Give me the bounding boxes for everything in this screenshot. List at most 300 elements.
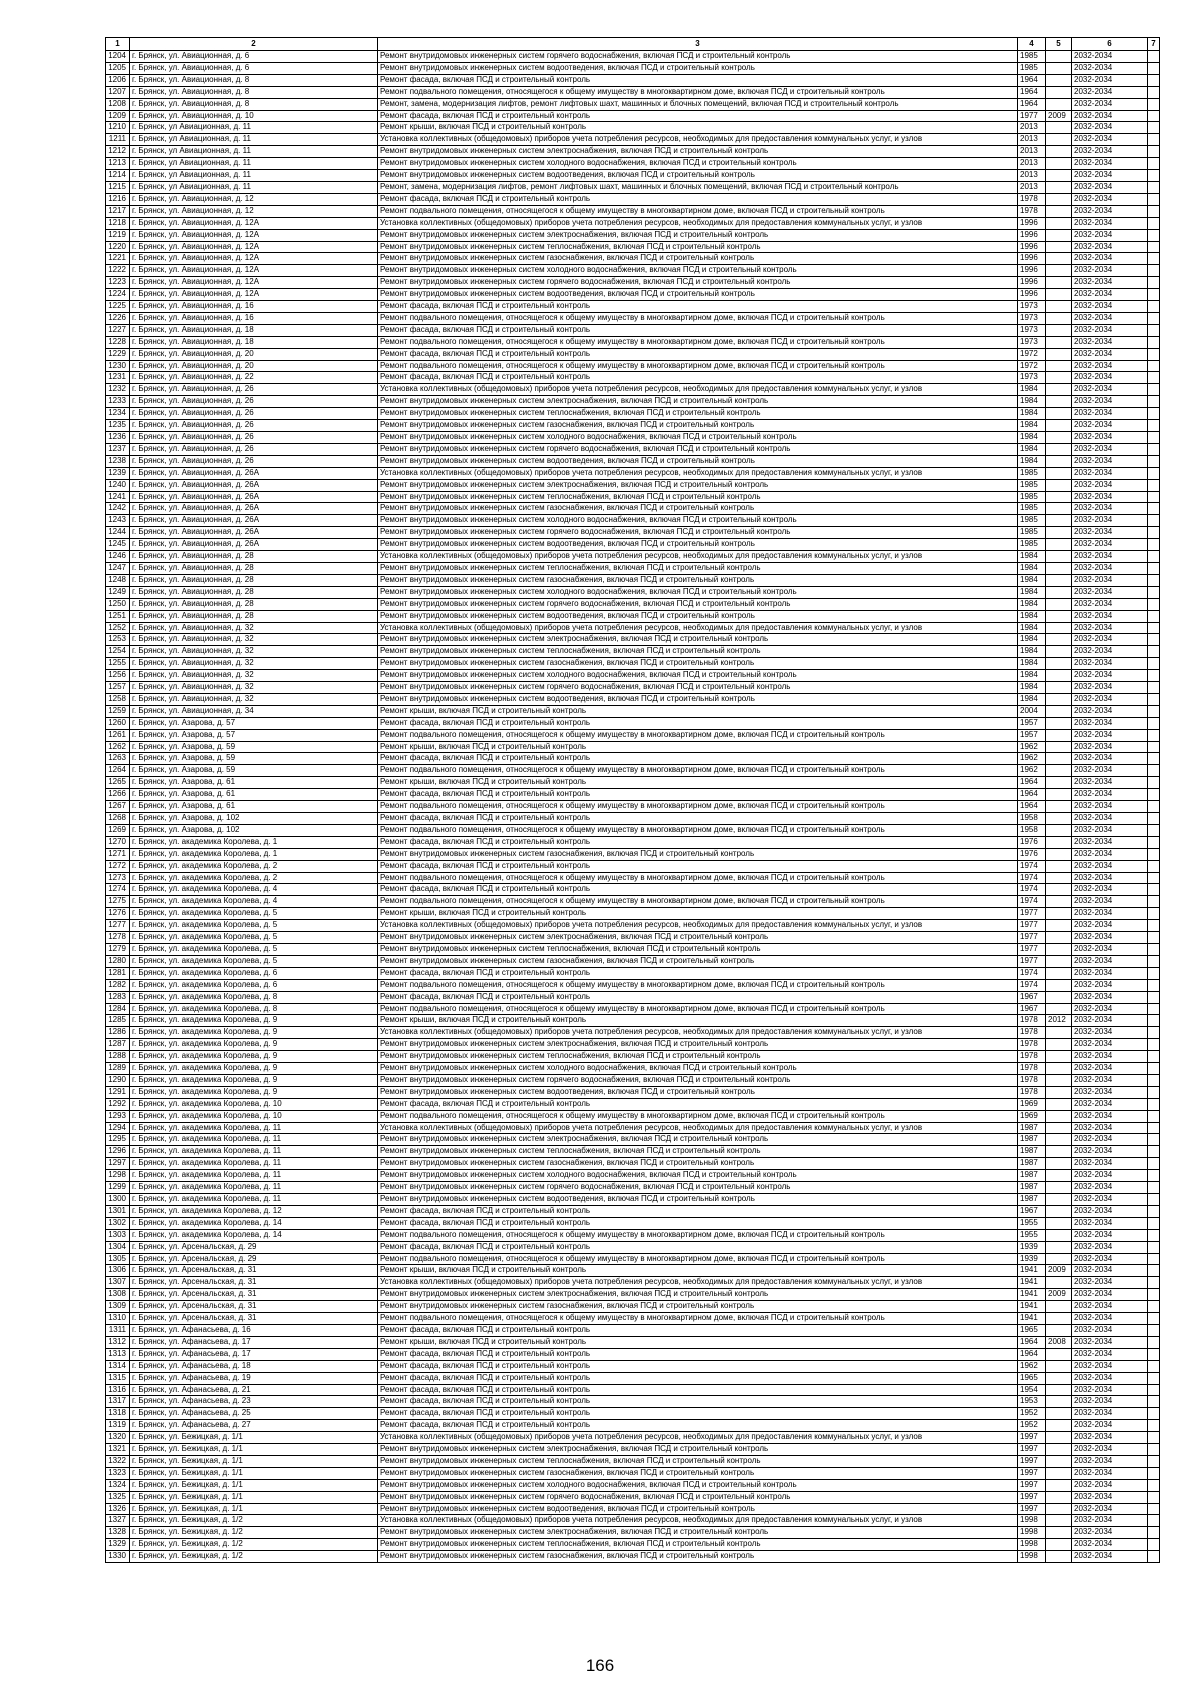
planned-period-cell: 2032-2034 <box>1072 765 1148 777</box>
table-row <box>106 312 1160 324</box>
address-cell: г. Брянск, ул. академика Королева, д. 4 <box>130 896 378 908</box>
last-repair-year-cell <box>1046 503 1072 515</box>
address-cell: г. Брянск, ул. академика Королева, д. 8 <box>130 991 378 1003</box>
address-cell: г. Брянск, ул. Авиационная, д. 16 <box>130 312 378 324</box>
work-type-cell: Ремонт внутридомовых инженерных систем газоснабжения, включая ПСД и строительный контроль <box>378 1467 1018 1479</box>
work-type-cell: Ремонт внутридомовых инженерных систем водоотведения, включая ПСД и строительный контроль <box>378 62 1018 74</box>
address-cell: г. Брянск, ул. академика Королева, д. 11 <box>130 1170 378 1182</box>
planned-period-cell: 2032-2034 <box>1072 1420 1148 1432</box>
table-row <box>106 1527 1160 1539</box>
table-row <box>106 193 1160 205</box>
year-built-cell: 1939 <box>1018 1253 1046 1265</box>
table-row <box>106 289 1160 301</box>
row-number-cell: 1311 <box>106 1324 130 1336</box>
note-cell <box>1148 610 1160 622</box>
year-built-cell: 1997 <box>1018 1455 1046 1467</box>
planned-period-cell: 2032-2034 <box>1072 1074 1148 1086</box>
last-repair-year-cell <box>1046 1146 1072 1158</box>
table-row <box>106 1253 1160 1265</box>
last-repair-year-cell <box>1046 551 1072 563</box>
row-number-cell: 1303 <box>106 1229 130 1241</box>
address-cell: г. Брянск, ул. Азарова, д. 59 <box>130 741 378 753</box>
work-type-cell: Ремонт внутридомовых инженерных систем водоотведения, включая ПСД и строительный контроль <box>378 1086 1018 1098</box>
work-type-cell: Ремонт подвального помещения, относящегося к общему имуществу в многоквартирном доме, включая ПСД и строительный контроль <box>378 1229 1018 1241</box>
year-built-cell: 1958 <box>1018 824 1046 836</box>
last-repair-year-cell <box>1046 51 1072 63</box>
year-built-cell: 1996 <box>1018 241 1046 253</box>
column-header-1: 1 <box>106 38 130 51</box>
planned-period-cell: 2032-2034 <box>1072 1372 1148 1384</box>
work-type-cell: Ремонт подвального помещения, относящегося к общему имуществу в многоквартирном доме, включая ПСД и строительный контроль <box>378 1313 1018 1325</box>
work-type-cell: Ремонт внутридомовых инженерных систем теплоснабжения, включая ПСД и строительный контроль <box>378 1539 1018 1551</box>
address-cell: г. Брянск, ул. академика Королева, д. 9 <box>130 1086 378 1098</box>
table-row <box>106 455 1160 467</box>
table-row <box>106 574 1160 586</box>
row-number-cell: 1263 <box>106 753 130 765</box>
work-type-cell: Ремонт фасада, включая ПСД и строительный контроль <box>378 753 1018 765</box>
row-number-cell: 1237 <box>106 443 130 455</box>
work-type-cell: Ремонт внутридомовых инженерных систем теплоснабжения, включая ПСД и строительный контроль <box>378 1051 1018 1063</box>
planned-period-cell: 2032-2034 <box>1072 146 1148 158</box>
work-type-cell: Ремонт внутридомовых инженерных систем электроснабжения, включая ПСД и строительный контроль <box>378 634 1018 646</box>
last-repair-year-cell <box>1046 1408 1072 1420</box>
address-cell: г. Брянск, ул Авиационная, д. 11 <box>130 158 378 170</box>
planned-period-cell: 2032-2034 <box>1072 360 1148 372</box>
work-type-cell: Ремонт фасада, включая ПСД и строительный контроль <box>378 860 1018 872</box>
year-built-cell: 1974 <box>1018 967 1046 979</box>
last-repair-year-cell <box>1046 610 1072 622</box>
table-row <box>106 1491 1160 1503</box>
last-repair-year-cell <box>1046 205 1072 217</box>
note-cell <box>1148 277 1160 289</box>
address-cell: г. Брянск, ул. Авиационная, д. 8 <box>130 86 378 98</box>
planned-period-cell: 2032-2034 <box>1072 51 1148 63</box>
year-built-cell: 1967 <box>1018 1205 1046 1217</box>
last-repair-year-cell <box>1046 777 1072 789</box>
table-row <box>106 1098 1160 1110</box>
last-repair-year-cell: 2012 <box>1046 1015 1072 1027</box>
row-number-cell: 1266 <box>106 789 130 801</box>
year-built-cell: 1972 <box>1018 348 1046 360</box>
address-cell: г. Брянск, ул. Афанасьева, д. 17 <box>130 1336 378 1348</box>
last-repair-year-cell <box>1046 253 1072 265</box>
note-cell <box>1148 705 1160 717</box>
planned-period-cell: 2032-2034 <box>1072 824 1148 836</box>
planned-period-cell: 2032-2034 <box>1072 86 1148 98</box>
planned-period-cell: 2032-2034 <box>1072 1229 1148 1241</box>
last-repair-year-cell <box>1046 741 1072 753</box>
table-row <box>106 813 1160 825</box>
row-number-cell: 1233 <box>106 396 130 408</box>
address-cell: г. Брянск, ул. академика Королева, д. 6 <box>130 979 378 991</box>
last-repair-year-cell <box>1046 122 1072 134</box>
year-built-cell: 1984 <box>1018 432 1046 444</box>
planned-period-cell: 2032-2034 <box>1072 1039 1148 1051</box>
row-number-cell: 1301 <box>106 1205 130 1217</box>
year-built-cell: 2013 <box>1018 170 1046 182</box>
row-number-cell: 1247 <box>106 562 130 574</box>
planned-period-cell: 2032-2034 <box>1072 253 1148 265</box>
year-built-cell: 1974 <box>1018 979 1046 991</box>
planned-period-cell: 2032-2034 <box>1072 205 1148 217</box>
work-type-cell: Ремонт внутридомовых инженерных систем электроснабжения, включая ПСД и строительный контроль <box>378 396 1018 408</box>
year-built-cell: 1941 <box>1018 1301 1046 1313</box>
planned-period-cell: 2032-2034 <box>1072 991 1148 1003</box>
address-cell: г. Брянск, ул. Бежицкая, д. 1/1 <box>130 1479 378 1491</box>
row-number-cell: 1223 <box>106 277 130 289</box>
last-repair-year-cell <box>1046 170 1072 182</box>
year-built-cell: 1964 <box>1018 1336 1046 1348</box>
row-number-cell: 1246 <box>106 551 130 563</box>
table-row <box>106 170 1160 182</box>
row-number-cell: 1262 <box>106 741 130 753</box>
planned-period-cell: 2032-2034 <box>1072 1063 1148 1075</box>
row-number-cell: 1258 <box>106 693 130 705</box>
note-cell <box>1148 241 1160 253</box>
year-built-cell: 1996 <box>1018 229 1046 241</box>
work-type-cell: Ремонт внутридомовых инженерных систем газоснабжения, включая ПСД и строительный контроль <box>378 420 1018 432</box>
planned-period-cell: 2032-2034 <box>1072 110 1148 122</box>
planned-period-cell: 2032-2034 <box>1072 527 1148 539</box>
work-type-cell: Ремонт внутридомовых инженерных систем водоотведения, включая ПСД и строительный контроль <box>378 170 1018 182</box>
note-cell <box>1148 634 1160 646</box>
work-type-cell: Ремонт внутридомовых инженерных систем электроснабжения, включая ПСД и строительный контроль <box>378 932 1018 944</box>
year-built-cell: 1987 <box>1018 1134 1046 1146</box>
table-row <box>106 1372 1160 1384</box>
row-number-cell: 1321 <box>106 1444 130 1456</box>
work-type-cell: Ремонт фасада, включая ПСД и строительный контроль <box>378 1348 1018 1360</box>
planned-period-cell: 2032-2034 <box>1072 396 1148 408</box>
work-type-cell: Ремонт крыши, включая ПСД и строительный контроль <box>378 777 1018 789</box>
address-cell: г. Брянск, ул. Авиационная, д. 8 <box>130 74 378 86</box>
address-cell: г. Брянск, ул. Авиационная, д. 12А <box>130 277 378 289</box>
last-repair-year-cell <box>1046 801 1072 813</box>
last-repair-year-cell <box>1046 1098 1072 1110</box>
year-built-cell: 1976 <box>1018 836 1046 848</box>
row-number-cell: 1299 <box>106 1182 130 1194</box>
note-cell <box>1148 1444 1160 1456</box>
work-type-cell: Ремонт фасада, включая ПСД и строительный контроль <box>378 1384 1018 1396</box>
note-cell <box>1148 813 1160 825</box>
year-built-cell: 1964 <box>1018 1348 1046 1360</box>
row-number-cell: 1259 <box>106 705 130 717</box>
last-repair-year-cell <box>1046 336 1072 348</box>
table-row <box>106 872 1160 884</box>
last-repair-year-cell <box>1046 670 1072 682</box>
work-type-cell: Установка коллективных (общедомовых) приборов учета потребления ресурсов, необходимых для предоставления коммунальных услуг, и узлов <box>378 920 1018 932</box>
planned-period-cell: 2032-2034 <box>1072 741 1148 753</box>
address-cell: г. Брянск, ул. Авиационная, д. 16 <box>130 301 378 313</box>
year-built-cell: 1967 <box>1018 991 1046 1003</box>
last-repair-year-cell: 2009 <box>1046 1265 1072 1277</box>
note-cell <box>1148 1039 1160 1051</box>
last-repair-year-cell <box>1046 1051 1072 1063</box>
year-built-cell: 1955 <box>1018 1217 1046 1229</box>
last-repair-year-cell <box>1046 146 1072 158</box>
planned-period-cell: 2032-2034 <box>1072 1086 1148 1098</box>
last-repair-year-cell <box>1046 574 1072 586</box>
table-row <box>106 1289 1160 1301</box>
last-repair-year-cell <box>1046 836 1072 848</box>
last-repair-year-cell <box>1046 408 1072 420</box>
last-repair-year-cell <box>1046 979 1072 991</box>
year-built-cell: 1985 <box>1018 515 1046 527</box>
row-number-cell: 1244 <box>106 527 130 539</box>
table-row <box>106 1265 1160 1277</box>
planned-period-cell: 2032-2034 <box>1072 1348 1148 1360</box>
address-cell: г. Брянск, ул. Авиационная, д. 32 <box>130 682 378 694</box>
address-cell: г. Брянск, ул. академика Королева, д. 11 <box>130 1134 378 1146</box>
note-cell <box>1148 336 1160 348</box>
row-number-cell: 1261 <box>106 729 130 741</box>
year-built-cell: 1978 <box>1018 1051 1046 1063</box>
work-type-cell: Ремонт фасада, включая ПСД и строительный контроль <box>378 110 1018 122</box>
last-repair-year-cell <box>1046 74 1072 86</box>
planned-period-cell: 2032-2034 <box>1072 1408 1148 1420</box>
last-repair-year-cell <box>1046 289 1072 301</box>
note-cell <box>1148 1551 1160 1563</box>
note-cell <box>1148 741 1160 753</box>
year-built-cell: 1996 <box>1018 217 1046 229</box>
planned-period-cell: 2032-2034 <box>1072 932 1148 944</box>
year-built-cell: 1941 <box>1018 1289 1046 1301</box>
planned-period-cell: 2032-2034 <box>1072 74 1148 86</box>
note-cell <box>1148 1015 1160 1027</box>
row-number-cell: 1222 <box>106 265 130 277</box>
table-row <box>106 408 1160 420</box>
table-row <box>106 1479 1160 1491</box>
note-cell <box>1148 74 1160 86</box>
address-cell: г. Брянск, ул. Авиационная, д. 26А <box>130 515 378 527</box>
year-built-cell: 1952 <box>1018 1408 1046 1420</box>
last-repair-year-cell <box>1046 312 1072 324</box>
row-number-cell: 1309 <box>106 1301 130 1313</box>
table-row <box>106 98 1160 110</box>
year-built-cell: 1984 <box>1018 455 1046 467</box>
row-number-cell: 1326 <box>106 1503 130 1515</box>
row-number-cell: 1306 <box>106 1265 130 1277</box>
year-built-cell: 1964 <box>1018 801 1046 813</box>
planned-period-cell: 2032-2034 <box>1072 1170 1148 1182</box>
planned-period-cell: 2032-2034 <box>1072 1289 1148 1301</box>
work-type-cell: Установка коллективных (общедомовых) приборов учета потребления ресурсов, необходимых для предоставления коммунальных услуг, и узлов <box>378 467 1018 479</box>
last-repair-year-cell <box>1046 991 1072 1003</box>
column-header-4: 4 <box>1018 38 1046 51</box>
note-cell <box>1148 443 1160 455</box>
work-type-cell: Ремонт внутридомовых инженерных систем теплоснабжения, включая ПСД и строительный контроль <box>378 408 1018 420</box>
planned-period-cell: 2032-2034 <box>1072 896 1148 908</box>
note-cell <box>1148 908 1160 920</box>
work-type-cell: Ремонт внутридомовых инженерных систем электроснабжения, включая ПСД и строительный контроль <box>378 146 1018 158</box>
address-cell: г. Брянск, ул. Авиационная, д. 26А <box>130 539 378 551</box>
planned-period-cell: 2032-2034 <box>1072 836 1148 848</box>
table-row <box>106 670 1160 682</box>
address-cell: г. Брянск, ул. Авиационная, д. 8 <box>130 98 378 110</box>
note-cell <box>1148 122 1160 134</box>
table-row <box>106 491 1160 503</box>
planned-period-cell: 2032-2034 <box>1072 717 1148 729</box>
table-row <box>106 836 1160 848</box>
row-number-cell: 1253 <box>106 634 130 646</box>
row-number-cell: 1285 <box>106 1015 130 1027</box>
year-built-cell: 1962 <box>1018 741 1046 753</box>
row-number-cell: 1292 <box>106 1098 130 1110</box>
address-cell: г. Брянск, ул. академика Королева, д. 9 <box>130 1051 378 1063</box>
note-cell <box>1148 1253 1160 1265</box>
last-repair-year-cell <box>1046 896 1072 908</box>
year-built-cell: 1941 <box>1018 1265 1046 1277</box>
last-repair-year-cell <box>1046 943 1072 955</box>
work-type-cell: Ремонт внутридомовых инженерных систем теплоснабжения, включая ПСД и строительный контроль <box>378 1455 1018 1467</box>
planned-period-cell: 2032-2034 <box>1072 181 1148 193</box>
work-type-cell: Ремонт внутридомовых инженерных систем электроснабжения, включая ПСД и строительный контроль <box>378 1289 1018 1301</box>
planned-period-cell: 2032-2034 <box>1072 551 1148 563</box>
note-cell <box>1148 455 1160 467</box>
year-built-cell: 1965 <box>1018 1372 1046 1384</box>
table-row <box>106 646 1160 658</box>
address-cell: г. Брянск, ул. Арсенальская, д. 31 <box>130 1289 378 1301</box>
note-cell <box>1148 562 1160 574</box>
row-number-cell: 1227 <box>106 324 130 336</box>
row-number-cell: 1290 <box>106 1074 130 1086</box>
year-built-cell: 1996 <box>1018 289 1046 301</box>
planned-period-cell: 2032-2034 <box>1072 134 1148 146</box>
planned-period-cell: 2032-2034 <box>1072 241 1148 253</box>
table-row <box>106 51 1160 63</box>
address-cell: г. Брянск, ул. Афанасьева, д. 17 <box>130 1348 378 1360</box>
planned-period-cell: 2032-2034 <box>1072 1515 1148 1527</box>
table-row <box>106 1551 1160 1563</box>
row-number-cell: 1240 <box>106 479 130 491</box>
note-cell <box>1148 801 1160 813</box>
row-number-cell: 1205 <box>106 62 130 74</box>
address-cell: г. Брянск, ул Авиационная, д. 11 <box>130 181 378 193</box>
year-built-cell: 1977 <box>1018 943 1046 955</box>
last-repair-year-cell <box>1046 1039 1072 1051</box>
work-type-cell: Ремонт подвального помещения, относящегося к общему имуществу в многоквартирном доме, включая ПСД и строительный контроль <box>378 729 1018 741</box>
row-number-cell: 1293 <box>106 1110 130 1122</box>
planned-period-cell: 2032-2034 <box>1072 62 1148 74</box>
table-row <box>106 634 1160 646</box>
last-repair-year-cell <box>1046 908 1072 920</box>
last-repair-year-cell <box>1046 158 1072 170</box>
planned-period-cell: 2032-2034 <box>1072 1134 1148 1146</box>
table-row <box>106 158 1160 170</box>
note-cell <box>1148 1182 1160 1194</box>
address-cell: г. Брянск, ул. Авиационная, д. 6 <box>130 51 378 63</box>
address-cell: г. Брянск, ул. Авиационная, д. 26 <box>130 455 378 467</box>
work-type-cell: Ремонт крыши, включая ПСД и строительный контроль <box>378 1015 1018 1027</box>
year-built-cell: 1962 <box>1018 1360 1046 1372</box>
note-cell <box>1148 1539 1160 1551</box>
address-cell: г. Брянск, ул. академика Королева, д. 8 <box>130 1003 378 1015</box>
note-cell <box>1148 396 1160 408</box>
note-cell <box>1148 98 1160 110</box>
year-built-cell: 1978 <box>1018 1027 1046 1039</box>
table-row <box>106 443 1160 455</box>
work-type-cell: Ремонт фасада, включая ПСД и строительный контроль <box>378 372 1018 384</box>
address-cell: г. Брянск, ул. Авиационная, д. 34 <box>130 705 378 717</box>
note-cell <box>1148 1217 1160 1229</box>
table-row <box>106 384 1160 396</box>
last-repair-year-cell <box>1046 134 1072 146</box>
year-built-cell: 1984 <box>1018 693 1046 705</box>
year-built-cell: 1954 <box>1018 1384 1046 1396</box>
planned-period-cell: 2032-2034 <box>1072 670 1148 682</box>
table-row <box>106 479 1160 491</box>
row-number-cell: 1232 <box>106 384 130 396</box>
table-row <box>106 1110 1160 1122</box>
planned-period-cell: 2032-2034 <box>1072 229 1148 241</box>
address-cell: г. Брянск, ул. академика Королева, д. 11 <box>130 1158 378 1170</box>
note-cell <box>1148 1384 1160 1396</box>
address-cell: г. Брянск, ул. академика Королева, д. 11 <box>130 1182 378 1194</box>
note-cell <box>1148 539 1160 551</box>
planned-period-cell: 2032-2034 <box>1072 384 1148 396</box>
table-row <box>106 920 1160 932</box>
row-number-cell: 1248 <box>106 574 130 586</box>
year-built-cell: 1984 <box>1018 598 1046 610</box>
row-number-cell: 1234 <box>106 408 130 420</box>
work-type-cell: Ремонт внутридомовых инженерных систем газоснабжения, включая ПСД и строительный контроль <box>378 1158 1018 1170</box>
table-row <box>106 432 1160 444</box>
table-row <box>106 598 1160 610</box>
last-repair-year-cell <box>1046 265 1072 277</box>
planned-period-cell: 2032-2034 <box>1072 848 1148 860</box>
address-cell: г. Брянск, ул. академика Королева, д. 12 <box>130 1205 378 1217</box>
table-row <box>106 860 1160 872</box>
address-cell: г. Брянск, ул. Авиационная, д. 12А <box>130 253 378 265</box>
row-number-cell: 1282 <box>106 979 130 991</box>
address-cell: г. Брянск, ул. Авиационная, д. 20 <box>130 348 378 360</box>
address-cell: г. Брянск, ул. Авиационная, д. 26 <box>130 432 378 444</box>
row-number-cell: 1329 <box>106 1539 130 1551</box>
planned-period-cell: 2032-2034 <box>1072 943 1148 955</box>
last-repair-year-cell <box>1046 491 1072 503</box>
work-type-cell: Ремонт крыши, включая ПСД и строительный контроль <box>378 908 1018 920</box>
year-built-cell: 1978 <box>1018 1063 1046 1075</box>
note-cell <box>1148 693 1160 705</box>
year-built-cell: 1962 <box>1018 765 1046 777</box>
row-number-cell: 1307 <box>106 1277 130 1289</box>
address-cell: г. Брянск, ул. академика Королева, д. 2 <box>130 872 378 884</box>
table-row <box>106 741 1160 753</box>
work-type-cell: Ремонт, замена, модернизация лифтов, ремонт лифтовых шахт, машинных и блочных помещений, включая ПСД и строительный контроль <box>378 181 1018 193</box>
planned-period-cell: 2032-2034 <box>1072 729 1148 741</box>
year-built-cell: 1985 <box>1018 527 1046 539</box>
year-built-cell: 1984 <box>1018 562 1046 574</box>
last-repair-year-cell <box>1046 384 1072 396</box>
column-header-7: 7 <box>1148 38 1160 51</box>
row-number-cell: 1236 <box>106 432 130 444</box>
note-cell <box>1148 1396 1160 1408</box>
planned-period-cell: 2032-2034 <box>1072 432 1148 444</box>
address-cell: г. Брянск, ул. Авиационная, д. 32 <box>130 646 378 658</box>
planned-period-cell: 2032-2034 <box>1072 301 1148 313</box>
address-cell: г. Брянск, ул. Афанасьева, д. 21 <box>130 1384 378 1396</box>
work-type-cell: Ремонт внутридомовых инженерных систем газоснабжения, включая ПСД и строительный контроль <box>378 574 1018 586</box>
work-type-cell: Ремонт фасада, включая ПСД и строительный контроль <box>378 1360 1018 1372</box>
work-type-cell: Ремонт внутридомовых инженерных систем теплоснабжения, включая ПСД и строительный контроль <box>378 491 1018 503</box>
year-built-cell: 1987 <box>1018 1194 1046 1206</box>
work-type-cell: Ремонт фасада, включая ПСД и строительный контроль <box>378 301 1018 313</box>
row-number-cell: 1302 <box>106 1217 130 1229</box>
planned-period-cell: 2032-2034 <box>1072 324 1148 336</box>
address-cell: г. Брянск, ул. академика Королева, д. 5 <box>130 932 378 944</box>
row-number-cell: 1291 <box>106 1086 130 1098</box>
planned-period-cell: 2032-2034 <box>1072 277 1148 289</box>
note-cell <box>1148 1324 1160 1336</box>
